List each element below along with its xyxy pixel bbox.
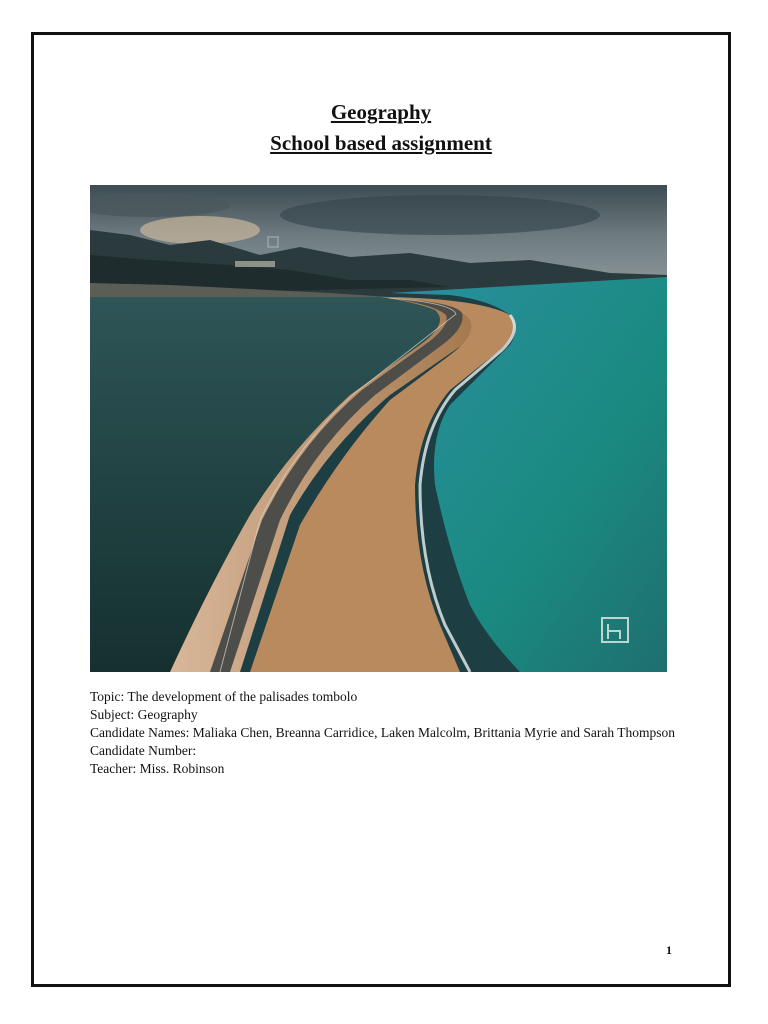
subject-line: Subject: Geography <box>90 707 198 722</box>
cover-photo-palisadoes <box>90 185 667 672</box>
assignment-details <box>90 688 690 778</box>
candidate-number-line: Candidate Number: <box>90 743 197 758</box>
page-number: 1 <box>666 943 672 957</box>
title-block <box>34 97 728 159</box>
topic-line: Topic: The development of the palisades tombolo <box>90 689 358 704</box>
document-title: Geography <box>330 100 432 124</box>
aerial-photo-illustration <box>90 185 667 672</box>
candidate-names-line: Candidate Names: Maliaka Chen, Breanna Carridice, Laken Malcolm, Brittania Myrie and Sarah Thompson <box>90 725 675 740</box>
document-subtitle: School based assignment <box>270 131 492 155</box>
teacher-line: Teacher: Miss. Robinson <box>90 761 225 776</box>
document-page <box>31 32 731 987</box>
